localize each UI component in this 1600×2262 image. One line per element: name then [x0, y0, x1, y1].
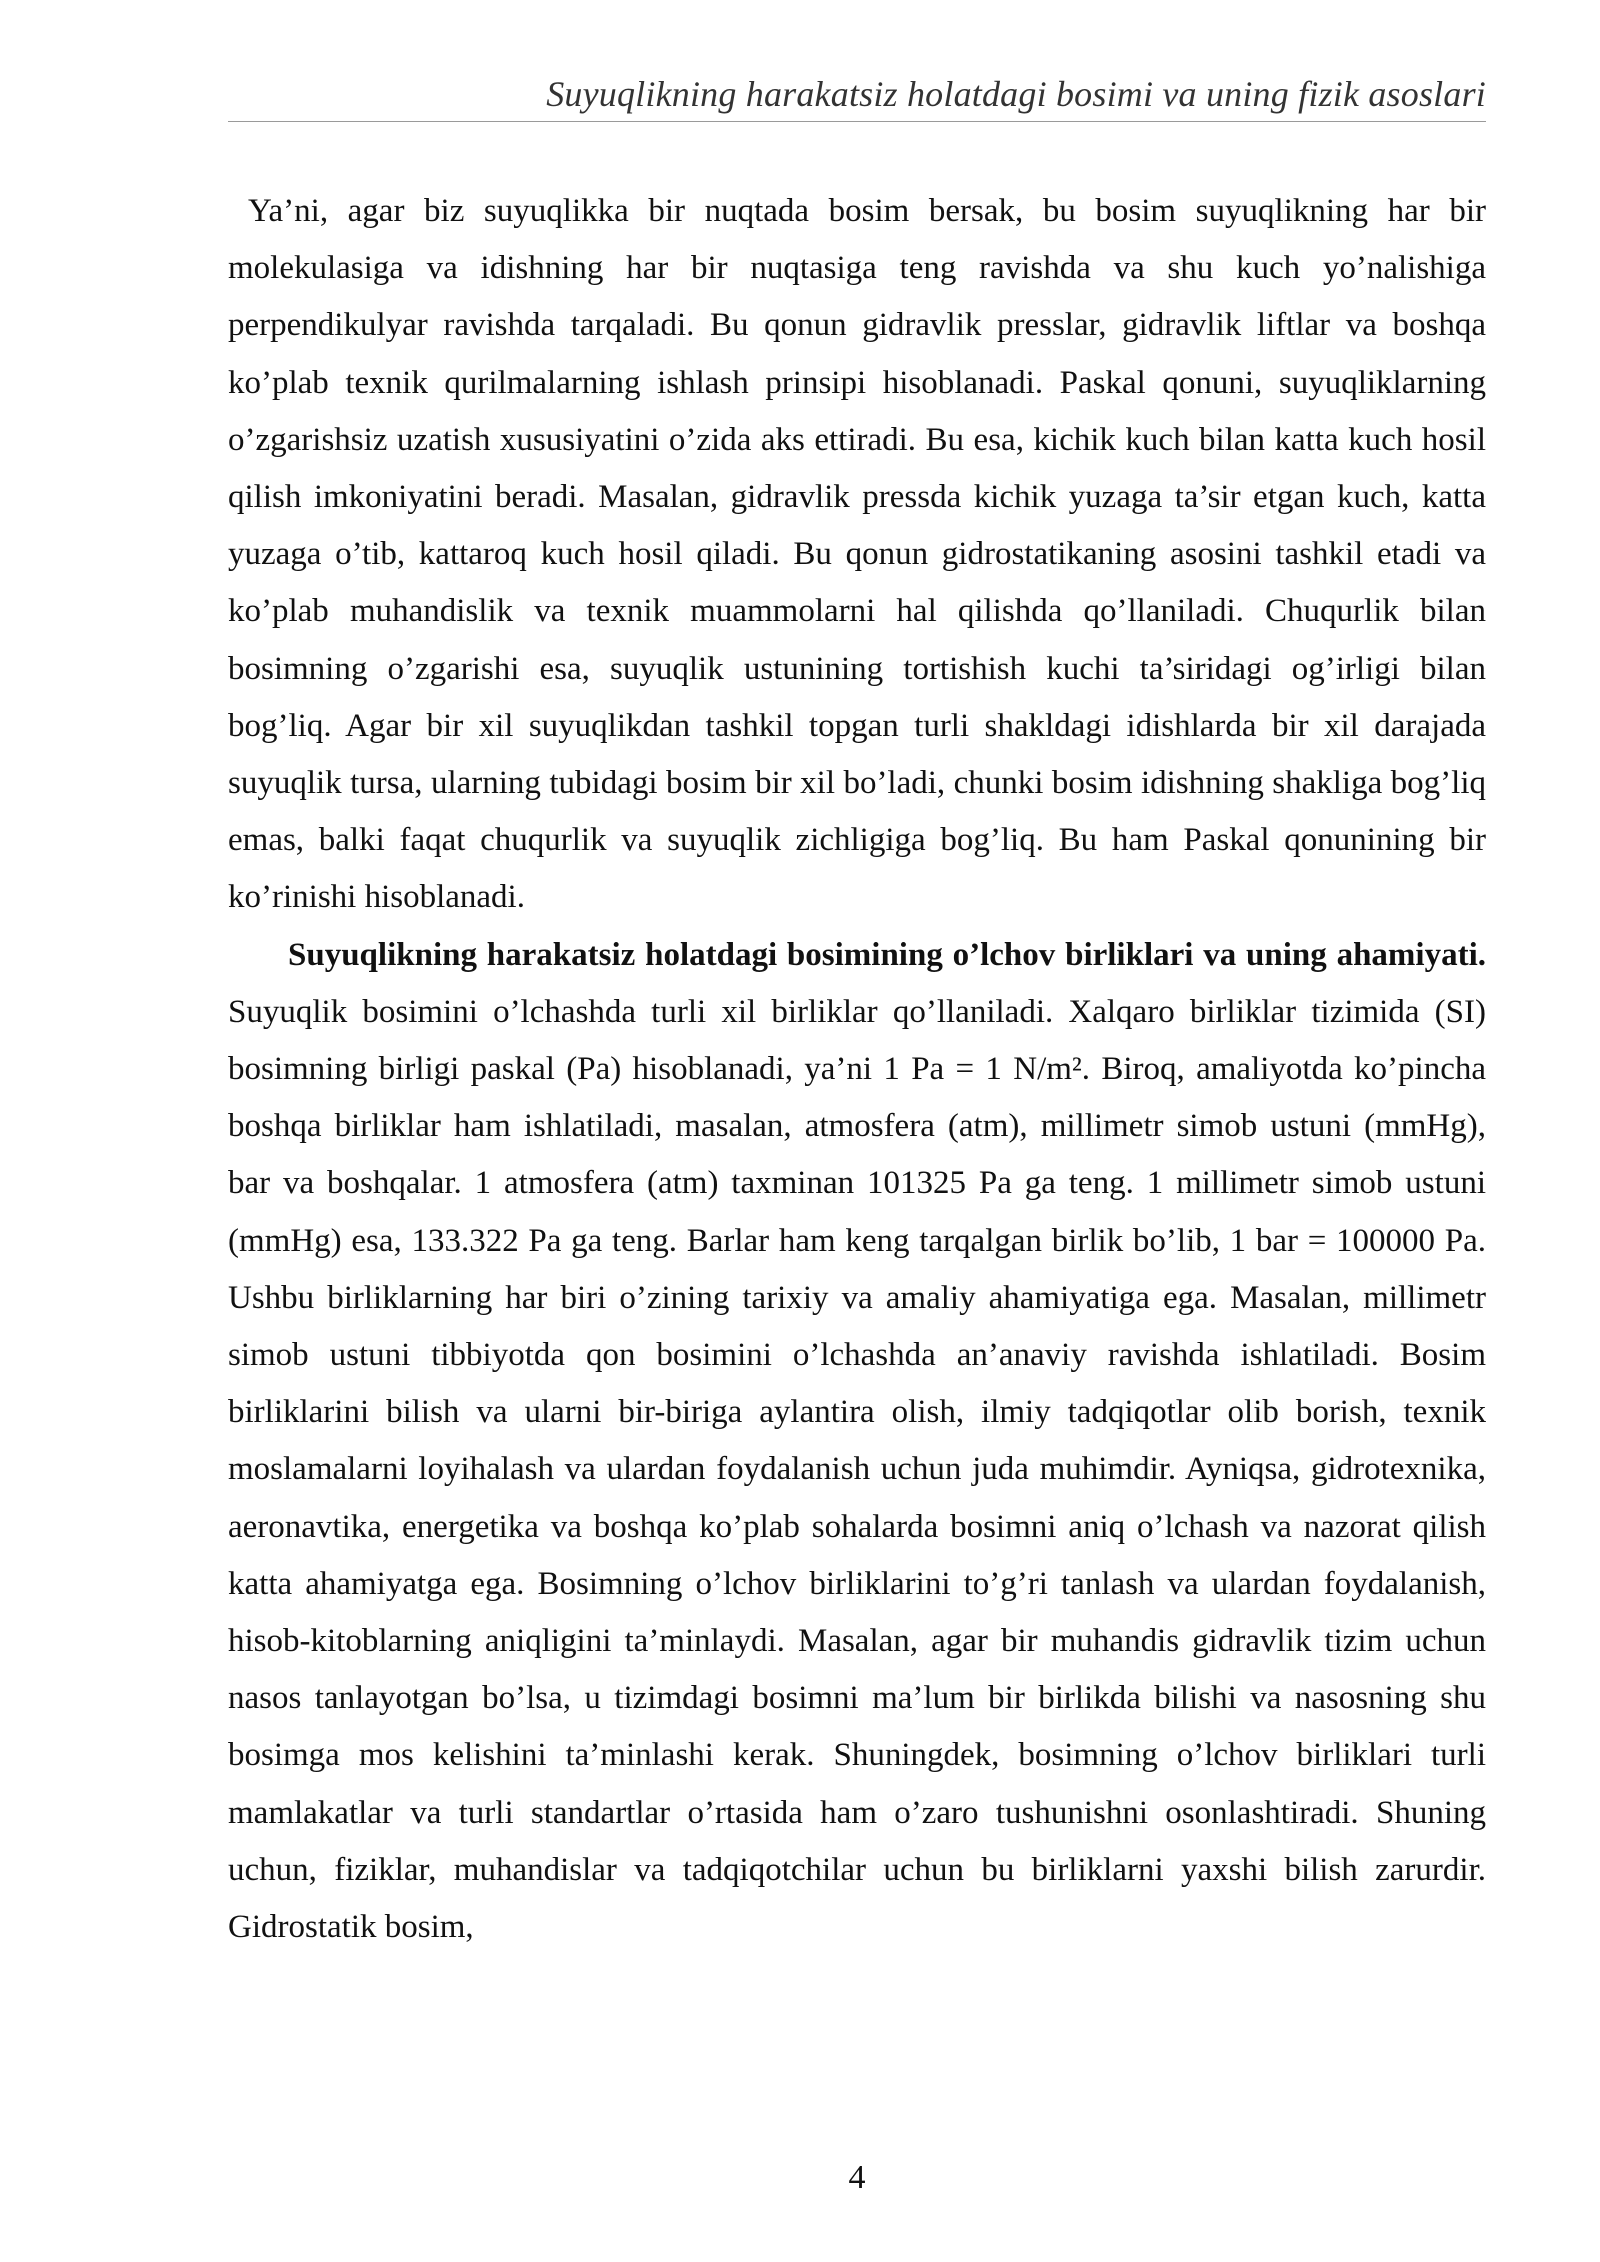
- page-number: 4: [848, 2159, 866, 2196]
- paragraph-pascal-law: Ya’ni, agar biz suyuqlikka bir nuqtada bosim bersak, bu bosim suyuqlikning har bir molekulasiga va idishning har bir nuqtasiga teng ravishda va shu kuch yo’nalishiga perpendikulyar ravishda tarqaladi. Bu qonun gidravlik presslar, gidravlik liftlar va boshqa ko’plab texnik qurilmalarning ishlash prinsipi hisoblanadi. Paskal qonuni, suyuqliklarning o’zgarishsiz uzatish xususiyatini o’zida aks ettiradi. Bu esa, kichik kuch bilan katta kuch hosil qilish imkoniyatini beradi. Masalan, gidravlik pressda kichik yuzaga ta’sir etgan kuch, katta yuzaga o’tib, kattaroq kuch hosil qiladi. Bu qonun gidrostatikaning asosini tashkil etadi va ko’plab muhandislik va texnik muammolarni hal qilishda qo’llaniladi. Chuqurlik bilan bosimning o’zgarishi esa, suyuqlik ustunining tortishish kuchi ta’siridagi og’irligi bilan bog’liq. Agar bir xil suyuqlikdan tashkil topgan turli shakldagi idishlarda bir xil darajada suyuqlik tursa, ularning tubidagi bosim bir xil bo’ladi, chunki bosim idishning shakliga bog’liq emas, balki faqat chuqurlik va suyuqlik zichligiga bog’liq. Bu ham Paskal qonunining bir ko’rinishi hisoblanadi.: [228, 193, 1486, 916]
- paragraph-pressure-units-text: Suyuqlik bosimini o’lchashda turli xil birliklar qo’llaniladi. Xalqaro birliklar tizimida (SI) bosimning birligi paskal (Pa) hisoblanadi, ya’ni 1 Pa = 1 N/m². Biroq, amaliyotda ko’pincha boshqa birliklar ham ishlatiladi, masalan, atmosfera (atm), millimetr simob ustuni (mmHg), bar va boshqalar. 1 atmosfera (atm) taxminan 101325 Pa ga teng. 1 millimetr simob ustuni (mmHg) esa, 133.322 Pa ga teng. Barlar ham keng tarqalgan birlik bo’lib, 1 bar = 100000 Pa. Ushbu birliklarning har biri o’zining tarixiy va amaliy ahamiyatiga ega. Masalan, millimetr simob ustuni tibbiyotda qon bosimini o’lchashda an’anaviy ravishda ishlatiladi. Bosim birliklarini bilish va ularni bir-biriga aylantira olish, ilmiy tadqiqotlar olib borish, texnik moslamalarni loyihalash va ulardan foydalanish uchun juda muhimdir. Ayniqsa, gidrotexnika, aeronavtika, energetika va boshqa ko’plab sohalarda bosimni aniq o’lchash va nazorat qilish katta ahamiyatga ega. Bosimning o’lchov birliklarini to’g’ri tanlash va ulardan foydalanish, hisob-kitoblarning aniqligini ta’minlaydi. Masalan, agar bir muhandis gidravlik tizim uchun nasos tanlayotgan bo’lsa, u tizimdagi bosimni ma’lum bir birlikda bilishi va nasosning shu bosimga mos kelishini ta’minlashi kerak. Shuningdek, bosimning o’lchov birliklari turli mamlakatlar va turli standartlar o’rtasida ham o’zaro tushunishni osonlashtiradi. Shuning uchun, fiziklar, muhandislar va tadqiqotchilar uchun bu birliklarni yaxshi bilish zarurdir. Gidrostatik bosim,: [228, 993, 1486, 1946]
- running-header: Suyuqlikning harakatsiz holatdagi bosimi va uning fizik asoslari: [546, 74, 1486, 114]
- paragraph-pressure-units: [228, 927, 1486, 1957]
- section-heading: Suyuqlikning harakatsiz holatdagi bosimining o’lchov birliklari va uning ahamiyati.: [288, 936, 1486, 973]
- header-divider: [228, 121, 1486, 122]
- body-text: [228, 183, 1486, 1956]
